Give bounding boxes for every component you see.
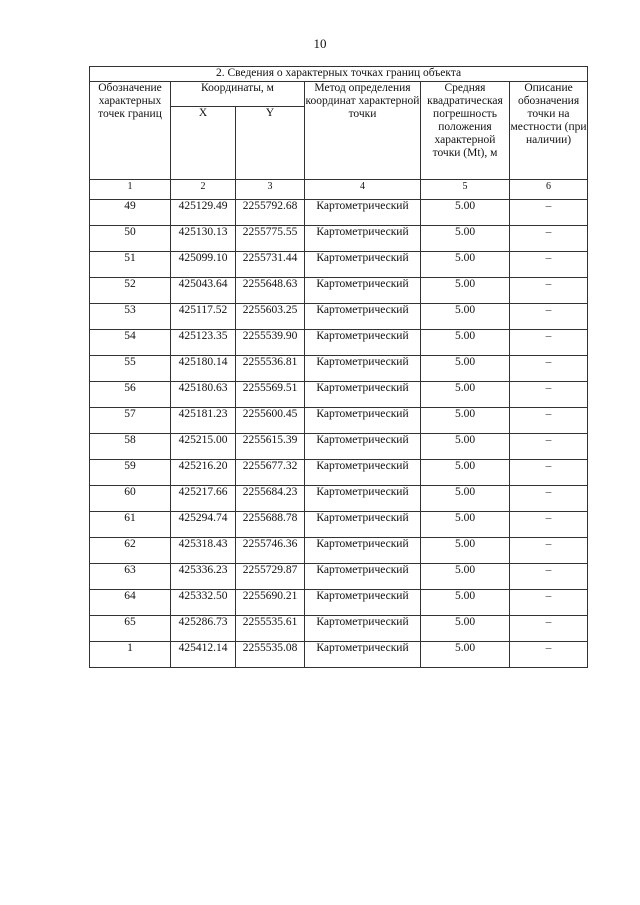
cell-accuracy: 5.00 — [421, 226, 510, 252]
cell-point: 65 — [90, 616, 171, 642]
cell-point: 60 — [90, 486, 171, 512]
cell-x: 425117.52 — [171, 304, 236, 330]
column-number: 3 — [236, 180, 305, 200]
cell-accuracy: 5.00 — [421, 460, 510, 486]
cell-method: Картометрический — [305, 590, 421, 616]
cell-y: 2255690.21 — [236, 590, 305, 616]
boundary-points-table — [89, 66, 588, 668]
column-number: 5 — [421, 180, 510, 200]
cell-y: 2255731.44 — [236, 252, 305, 278]
table-row — [90, 486, 588, 512]
cell-x: 425180.63 — [171, 382, 236, 408]
cell-description: – — [510, 512, 588, 538]
cell-method: Картометрический — [305, 330, 421, 356]
header-y: Y — [236, 107, 305, 180]
cell-description: – — [510, 330, 588, 356]
cell-point: 55 — [90, 356, 171, 382]
cell-description: – — [510, 356, 588, 382]
table-row — [90, 460, 588, 486]
cell-point: 64 — [90, 590, 171, 616]
cell-y: 2255535.61 — [236, 616, 305, 642]
cell-method: Картометрический — [305, 382, 421, 408]
cell-x: 425216.20 — [171, 460, 236, 486]
table-row — [90, 538, 588, 564]
table-row — [90, 564, 588, 590]
cell-y: 2255603.25 — [236, 304, 305, 330]
cell-method: Картометрический — [305, 512, 421, 538]
column-number: 6 — [510, 180, 588, 200]
cell-accuracy: 5.00 — [421, 590, 510, 616]
cell-x: 425181.23 — [171, 408, 236, 434]
table-body — [90, 200, 588, 668]
cell-accuracy: 5.00 — [421, 564, 510, 590]
cell-point: 58 — [90, 434, 171, 460]
cell-description: – — [510, 382, 588, 408]
cell-accuracy: 5.00 — [421, 356, 510, 382]
section-title-row — [90, 67, 588, 82]
cell-accuracy: 5.00 — [421, 200, 510, 226]
table-row — [90, 278, 588, 304]
cell-method: Картометрический — [305, 252, 421, 278]
cell-point: 51 — [90, 252, 171, 278]
cell-y: 2255688.78 — [236, 512, 305, 538]
cell-y: 2255648.63 — [236, 278, 305, 304]
cell-x: 425332.50 — [171, 590, 236, 616]
cell-accuracy: 5.00 — [421, 304, 510, 330]
cell-x: 425130.13 — [171, 226, 236, 252]
cell-y: 2255600.45 — [236, 408, 305, 434]
header-x: X — [171, 107, 236, 180]
cell-method: Картометрический — [305, 356, 421, 382]
table-row — [90, 330, 588, 356]
cell-description: – — [510, 434, 588, 460]
cell-x: 425123.35 — [171, 330, 236, 356]
cell-description: – — [510, 616, 588, 642]
cell-x: 425286.73 — [171, 616, 236, 642]
column-numbers-row — [90, 180, 588, 200]
cell-method: Картометрический — [305, 408, 421, 434]
cell-accuracy: 5.00 — [421, 538, 510, 564]
cell-point: 54 — [90, 330, 171, 356]
cell-method: Картометрический — [305, 278, 421, 304]
cell-x: 425043.64 — [171, 278, 236, 304]
cell-description: – — [510, 642, 588, 668]
header-accuracy: Средняя квадратическая погрешность положения характерной точки (Mt), м — [421, 82, 510, 180]
cell-y: 2255746.36 — [236, 538, 305, 564]
cell-y: 2255684.23 — [236, 486, 305, 512]
cell-description: – — [510, 200, 588, 226]
column-number: 2 — [171, 180, 236, 200]
cell-accuracy: 5.00 — [421, 512, 510, 538]
table-row — [90, 252, 588, 278]
column-number: 1 — [90, 180, 171, 200]
cell-description: – — [510, 538, 588, 564]
cell-method: Картометрический — [305, 486, 421, 512]
table-row — [90, 304, 588, 330]
table-row — [90, 512, 588, 538]
cell-accuracy: 5.00 — [421, 434, 510, 460]
cell-method: Картометрический — [305, 642, 421, 668]
table-row — [90, 408, 588, 434]
cell-x: 425294.74 — [171, 512, 236, 538]
table-row — [90, 356, 588, 382]
cell-y: 2255569.51 — [236, 382, 305, 408]
cell-point: 49 — [90, 200, 171, 226]
cell-accuracy: 5.00 — [421, 330, 510, 356]
cell-method: Картометрический — [305, 616, 421, 642]
table-row — [90, 382, 588, 408]
cell-accuracy: 5.00 — [421, 642, 510, 668]
cell-accuracy: 5.00 — [421, 616, 510, 642]
table-row — [90, 642, 588, 668]
cell-y: 2255539.90 — [236, 330, 305, 356]
cell-description: – — [510, 278, 588, 304]
cell-point: 56 — [90, 382, 171, 408]
cell-description: – — [510, 304, 588, 330]
cell-point: 52 — [90, 278, 171, 304]
table-row — [90, 434, 588, 460]
cell-x: 425099.10 — [171, 252, 236, 278]
cell-y: 2255729.87 — [236, 564, 305, 590]
section-title: 2. Сведения о характерных точках границ объекта — [90, 67, 588, 82]
cell-method: Картометрический — [305, 200, 421, 226]
cell-x: 425129.49 — [171, 200, 236, 226]
cell-x: 425412.14 — [171, 642, 236, 668]
cell-x: 425217.66 — [171, 486, 236, 512]
cell-accuracy: 5.00 — [421, 382, 510, 408]
cell-point: 63 — [90, 564, 171, 590]
cell-y: 2255792.68 — [236, 200, 305, 226]
cell-x: 425336.23 — [171, 564, 236, 590]
cell-description: – — [510, 252, 588, 278]
cell-description: – — [510, 408, 588, 434]
cell-method: Картометрический — [305, 564, 421, 590]
cell-point: 1 — [90, 642, 171, 668]
cell-y: 2255536.81 — [236, 356, 305, 382]
page-number: 10 — [313, 36, 327, 51]
cell-method: Картометрический — [305, 434, 421, 460]
cell-accuracy: 5.00 — [421, 486, 510, 512]
cell-point: 53 — [90, 304, 171, 330]
cell-accuracy: 5.00 — [421, 408, 510, 434]
cell-accuracy: 5.00 — [421, 278, 510, 304]
cell-accuracy: 5.00 — [421, 252, 510, 278]
table-row — [90, 590, 588, 616]
header-row — [90, 82, 588, 107]
cell-method: Картометрический — [305, 538, 421, 564]
cell-point: 57 — [90, 408, 171, 434]
cell-y: 2255677.32 — [236, 460, 305, 486]
cell-point: 50 — [90, 226, 171, 252]
header-method: Метод определения координат характерной точки — [305, 82, 421, 180]
cell-description: – — [510, 486, 588, 512]
column-number: 4 — [305, 180, 421, 200]
table-row — [90, 616, 588, 642]
header-point: Обозначение характерных точек границ — [90, 82, 171, 180]
header-coords: Координаты, м — [171, 82, 305, 107]
cell-description: – — [510, 590, 588, 616]
cell-description: – — [510, 226, 588, 252]
cell-x: 425180.14 — [171, 356, 236, 382]
table-header — [90, 67, 588, 200]
cell-description: – — [510, 460, 588, 486]
cell-x: 425215.00 — [171, 434, 236, 460]
cell-method: Картометрический — [305, 226, 421, 252]
cell-y: 2255535.08 — [236, 642, 305, 668]
cell-method: Картометрический — [305, 304, 421, 330]
cell-method: Картометрический — [305, 460, 421, 486]
cell-y: 2255615.39 — [236, 434, 305, 460]
cell-x: 425318.43 — [171, 538, 236, 564]
header-description: Описание обозначения точки на местности (при наличии) — [510, 82, 588, 180]
cell-point: 62 — [90, 538, 171, 564]
cell-y: 2255775.55 — [236, 226, 305, 252]
table-row — [90, 200, 588, 226]
cell-description: – — [510, 564, 588, 590]
cell-point: 61 — [90, 512, 171, 538]
table-row — [90, 226, 588, 252]
cell-point: 59 — [90, 460, 171, 486]
